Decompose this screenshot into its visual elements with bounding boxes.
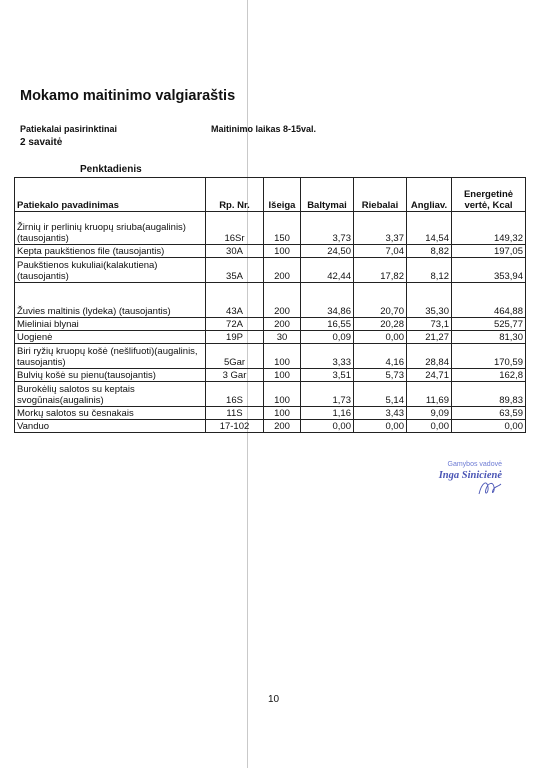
cell-portion: 200 bbox=[264, 420, 301, 433]
cell-recipe-no: 16S bbox=[206, 382, 264, 407]
cell-carbs: 28,84 bbox=[407, 344, 452, 369]
col-header-energy: Energetinė vertė, Kcal bbox=[452, 178, 526, 212]
col-header-protein: Baltymai bbox=[301, 178, 354, 212]
document-title: Mokamo maitinimo valgiaraštis bbox=[20, 88, 236, 104]
cell-portion: 100 bbox=[264, 382, 301, 407]
menu-table bbox=[14, 177, 526, 433]
cell-dish-name: Bulvių košė su pienu(tausojantis) bbox=[15, 369, 206, 382]
col-header-dish: Patiekalo pavadinimas bbox=[15, 178, 206, 212]
cell-energy: 170,59 bbox=[452, 344, 526, 369]
cell-recipe-no: 3 Gar bbox=[206, 369, 264, 382]
meal-time: Maitinimo laikas 8-15val. bbox=[211, 124, 317, 134]
cell-portion: 30 bbox=[264, 331, 301, 344]
cell-recipe-no: 5Gar bbox=[206, 344, 264, 369]
cell-carbs: 8,12 bbox=[407, 258, 452, 283]
table-row bbox=[15, 407, 526, 420]
cell-energy: 162,8 bbox=[452, 369, 526, 382]
weekday-heading: Penktadienis bbox=[80, 164, 142, 175]
cell-protein: 0,09 bbox=[301, 331, 354, 344]
cell-fat: 3,37 bbox=[354, 212, 407, 245]
cell-carbs: 24,71 bbox=[407, 369, 452, 382]
cell-fat: 7,04 bbox=[354, 245, 407, 258]
cell-portion: 200 bbox=[264, 283, 301, 318]
cell-dish-name: Burokėlių salotos su keptais svogūnais(augalinis) bbox=[15, 382, 206, 407]
cell-dish-name: Vanduo bbox=[15, 420, 206, 433]
cell-dish-name: Paukštienos kukuliai(kalakutiena)(tausojantis) bbox=[15, 258, 206, 283]
cell-protein: 34,86 bbox=[301, 283, 354, 318]
cell-fat: 3,43 bbox=[354, 407, 407, 420]
cell-fat: 20,70 bbox=[354, 283, 407, 318]
cell-protein: 42,44 bbox=[301, 258, 354, 283]
cell-portion: 200 bbox=[264, 258, 301, 283]
table-row bbox=[15, 245, 526, 258]
cell-energy: 353,94 bbox=[452, 258, 526, 283]
cell-energy: 0,00 bbox=[452, 420, 526, 433]
cell-energy: 464,88 bbox=[452, 283, 526, 318]
cell-fat: 20,28 bbox=[354, 318, 407, 331]
subtitle-group: Patiekalai pasirinktinai bbox=[20, 124, 118, 134]
table-row bbox=[15, 212, 526, 245]
subtitle-week: 2 savaitė bbox=[20, 137, 63, 148]
cell-carbs: 73,1 bbox=[407, 318, 452, 331]
cell-protein: 24,50 bbox=[301, 245, 354, 258]
cell-energy: 149,32 bbox=[452, 212, 526, 245]
cell-dish-name: Mieliniai blynai bbox=[15, 318, 206, 331]
table-row bbox=[15, 283, 526, 318]
cell-fat: 17,82 bbox=[354, 258, 407, 283]
cell-recipe-no: 19P bbox=[206, 331, 264, 344]
cell-recipe-no: 72A bbox=[206, 318, 264, 331]
cell-energy: 197,05 bbox=[452, 245, 526, 258]
cell-recipe-no: 16Sr bbox=[206, 212, 264, 245]
cell-carbs: 8,82 bbox=[407, 245, 452, 258]
cell-dish-name: Biri ryžių kruopų košė (nešlifuoti)(augalinis, tausojantis) bbox=[15, 344, 206, 369]
table-row bbox=[15, 344, 526, 369]
cell-dish-name: Kepta paukštienos file (tausojantis) bbox=[15, 245, 206, 258]
cell-dish-name: Morkų salotos su česnakais bbox=[15, 407, 206, 420]
cell-carbs: 21,27 bbox=[407, 331, 452, 344]
cell-portion: 100 bbox=[264, 369, 301, 382]
col-header-recipe-no: Rp. Nr. bbox=[206, 178, 264, 212]
cell-portion: 100 bbox=[264, 245, 301, 258]
cell-protein: 3,51 bbox=[301, 369, 354, 382]
cell-carbs: 35,30 bbox=[407, 283, 452, 318]
cell-carbs: 14,54 bbox=[407, 212, 452, 245]
cell-fat: 5,14 bbox=[354, 382, 407, 407]
cell-protein: 3,73 bbox=[301, 212, 354, 245]
cell-dish-name: Žirnių ir perlinių kruopų sriuba(augalinis)(tausojantis) bbox=[15, 212, 206, 245]
col-header-portion: Išeiga bbox=[264, 178, 301, 212]
cell-energy: 89,83 bbox=[452, 382, 526, 407]
handwritten-signature bbox=[476, 478, 504, 500]
cell-recipe-no: 30A bbox=[206, 245, 264, 258]
cell-dish-name: Žuvies maltinis (lydeka) (tausojantis) bbox=[15, 283, 206, 318]
cell-recipe-no: 11S bbox=[206, 407, 264, 420]
col-header-carbs: Angliav. bbox=[407, 178, 452, 212]
cell-energy: 525,77 bbox=[452, 318, 526, 331]
col-header-fat: Riebalai bbox=[354, 178, 407, 212]
cell-protein: 0,00 bbox=[301, 420, 354, 433]
cell-portion: 100 bbox=[264, 407, 301, 420]
cell-recipe-no: 43A bbox=[206, 283, 264, 318]
table-row bbox=[15, 382, 526, 407]
stamp-role: Gamybos vadovė bbox=[447, 461, 502, 468]
cell-fat: 0,00 bbox=[354, 331, 407, 344]
cell-protein: 1,73 bbox=[301, 382, 354, 407]
page-number: 10 bbox=[268, 694, 280, 705]
table-row bbox=[15, 258, 526, 283]
cell-recipe-no: 17-102 bbox=[206, 420, 264, 433]
stamp-name: Inga Sinicienė bbox=[438, 470, 502, 481]
cell-protein: 16,55 bbox=[301, 318, 354, 331]
cell-portion: 200 bbox=[264, 318, 301, 331]
cell-protein: 3,33 bbox=[301, 344, 354, 369]
cell-carbs: 9,09 bbox=[407, 407, 452, 420]
cell-portion: 150 bbox=[264, 212, 301, 245]
cell-portion: 100 bbox=[264, 344, 301, 369]
cell-fat: 0,00 bbox=[354, 420, 407, 433]
table-row bbox=[15, 318, 526, 331]
cell-dish-name: Uogienė bbox=[15, 331, 206, 344]
table-row bbox=[15, 331, 526, 344]
cell-carbs: 0,00 bbox=[407, 420, 452, 433]
table-row bbox=[15, 420, 526, 433]
cell-recipe-no: 35A bbox=[206, 258, 264, 283]
table-row bbox=[15, 369, 526, 382]
cell-energy: 63,59 bbox=[452, 407, 526, 420]
cell-protein: 1,16 bbox=[301, 407, 354, 420]
cell-carbs: 11,69 bbox=[407, 382, 452, 407]
cell-fat: 5,73 bbox=[354, 369, 407, 382]
cell-fat: 4,16 bbox=[354, 344, 407, 369]
table-header-row bbox=[15, 178, 526, 212]
cell-energy: 81,30 bbox=[452, 331, 526, 344]
